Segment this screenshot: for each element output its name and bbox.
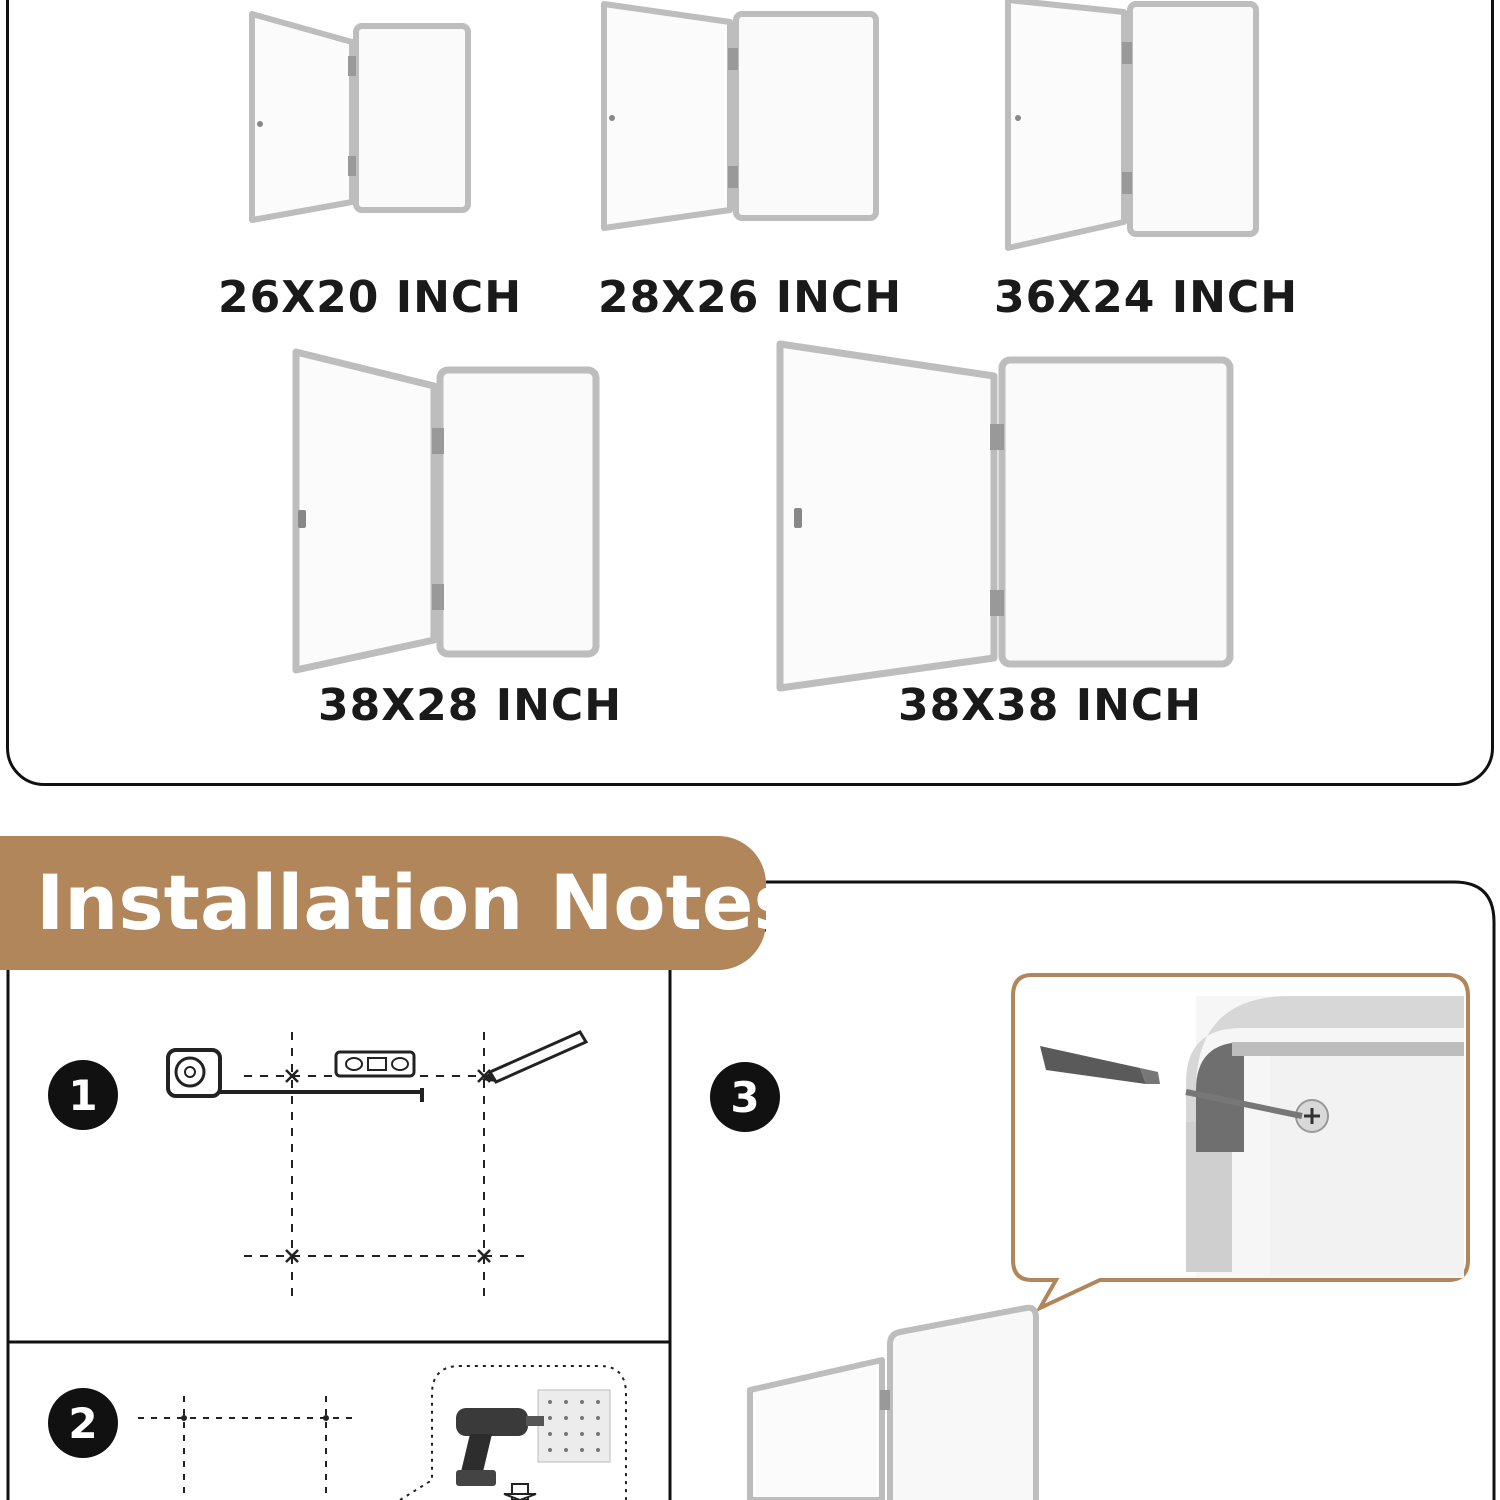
size-label-38x28: 38X28 INCH (318, 680, 623, 731)
step-2-diagram (130, 1360, 640, 1500)
step-1-diagram (160, 1020, 600, 1310)
installation-title: Installation Notes (36, 858, 799, 947)
step-3-cabinet-image (740, 1300, 1040, 1500)
step-3-badge: 3 (710, 1062, 780, 1132)
step-1-badge: 1 (48, 1060, 118, 1130)
step-2-badge: 2 (48, 1388, 118, 1458)
cabinet-28x26-image (598, 0, 884, 236)
step-3-detail-callout (1010, 972, 1472, 1312)
size-label-26x20: 26X20 INCH (218, 272, 523, 323)
drill-icon (456, 1408, 544, 1486)
size-label-36x24: 36X24 INCH (994, 272, 1299, 323)
pencil-icon (482, 1032, 586, 1082)
size-label-28x26: 28X26 INCH (598, 272, 903, 323)
size-label-38x38: 38X38 INCH (898, 680, 1203, 731)
cabinet-38x28-image (288, 344, 606, 678)
cabinet-38x38-image (774, 336, 1240, 698)
arrow-down-icon (504, 1484, 536, 1500)
cabinet-36x24-image (1000, 0, 1266, 254)
cabinet-26x20-image (244, 6, 476, 228)
spirit-level-icon (336, 1052, 414, 1076)
